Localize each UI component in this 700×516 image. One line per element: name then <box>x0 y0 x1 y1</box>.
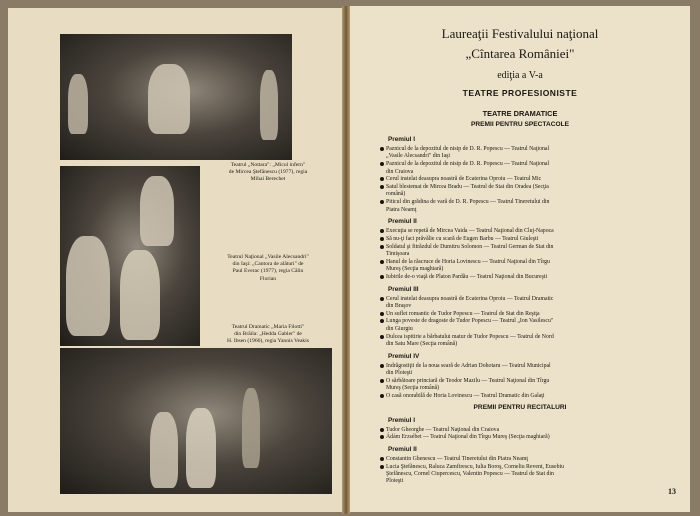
list-item <box>386 456 676 463</box>
list-item <box>386 161 676 176</box>
section-heading: TEATRE PROFESIONISTE <box>462 88 578 98</box>
list-item-line: Mureş (Secţia maghiară) <box>386 266 444 273</box>
bullet-icon <box>380 364 384 368</box>
right-page <box>350 6 690 512</box>
list-item <box>386 184 676 199</box>
prize-heading: Premiul I <box>388 416 415 424</box>
list-item <box>386 259 676 274</box>
list-item <box>386 464 676 486</box>
list-item-line: Hanul de la răscruce de Horia Lovinescu — Teatrul Naţional din Tîrgu <box>386 258 550 265</box>
list-item-line: „Vasile Alecsandri" din Iaşi <box>386 153 451 160</box>
bullet-icon <box>380 297 384 301</box>
list-item-line: din Ploieşti <box>386 370 413 377</box>
left-page <box>8 8 344 512</box>
bullet-icon <box>380 200 384 204</box>
list-item <box>386 434 676 441</box>
list-item-line: Paznicul de la depozitul de nisip de D. R. Popescu — Teatrul Naţional <box>386 146 550 152</box>
photo-hedda-gabler <box>60 348 332 494</box>
list-item-line: română) <box>386 191 406 198</box>
prize-heading: Premiul IV <box>388 352 420 360</box>
list-item-line: Cerul instelat deasupra noastră de Ecaterina Oproiu — Teatrul Mic <box>386 176 542 183</box>
bullet-icon <box>380 185 384 189</box>
subsection-heading: TEATRE DRAMATICE <box>482 109 558 118</box>
list-item-line: Timişoara <box>386 251 410 257</box>
bullet-icon <box>380 335 384 339</box>
list-item-line: Constantin Ghenescu — Teatrul Tineretului din Piatra Neamţ <box>386 456 528 462</box>
list-item <box>386 311 676 318</box>
bullet-icon <box>380 162 384 166</box>
list-item <box>386 199 676 214</box>
list-item-line: Lucia Ştefănescu, Raluca Zamfirescu, Iulia Boroş, Corneliu Revent, Eusebiu <box>386 463 565 470</box>
bullet-icon <box>380 379 384 383</box>
bullet-icon <box>380 229 384 233</box>
bullet-icon <box>380 260 384 264</box>
caption-1: Teatrul „Nottara": „Micul infern" de Mircea Ştefănescu (1977), regia Mihai Berechet <box>228 162 308 183</box>
prize-heading: Premiul II <box>388 446 417 453</box>
list-item-line: Execuţia se repetă de Mircea Vaida — Teatrul Naţional din Cluj-Napoca <box>386 228 554 235</box>
book-gutter <box>342 6 350 514</box>
list-item-line: Satul blestemat de Mircea Bradu — Teatrul de Stat din Oradea (Secţia <box>386 184 549 190</box>
list-item <box>386 236 676 243</box>
list-item <box>386 393 676 400</box>
list-item <box>386 274 676 281</box>
list-item-line: O sărbătoare princiară de Teodor Mazilu — Teatrul Naţional din Tîrgu <box>386 378 550 384</box>
list-item-line: Lunga poveste de dragoste de Tudor Popescu — Teatrul „Ion Vasilescu" <box>386 318 554 325</box>
list-item <box>386 363 676 378</box>
list-item-line: Soldatul şi fitrăzdul de Dumitru Solomon — Teatrul German de Stat din <box>386 243 554 250</box>
list-item <box>386 334 676 349</box>
prize-heading: Premiul III <box>388 285 419 293</box>
list-item-line: Piticul din grădina de vară de D. R. Popescu — Teatrul Tineretului din <box>386 199 550 206</box>
bullet-icon <box>380 428 384 432</box>
bullet-icon <box>380 457 384 461</box>
prizes-heading: PREMII PENTRU SPECTACOLE <box>470 121 570 128</box>
bullet-icon <box>380 275 384 279</box>
bullet-icon <box>380 245 384 249</box>
list-item <box>386 228 676 235</box>
list-item-line: Să nu-ţi faci prăvălie cu scară de Eugen Barbu — Teatrul Giuleşti <box>386 236 539 242</box>
list-item <box>386 318 676 333</box>
list-item-line: Iubirile de-o viaţă de Platon Pardău — Teatrul Naţional din Bucureşti <box>386 274 548 280</box>
list-item-line: Paznicul de la depozitul de nisip de D. R. Popescu — Teatrul Naţional <box>386 161 550 168</box>
list-item-line: din Braşov <box>386 303 412 309</box>
list-item <box>386 378 676 393</box>
bullet-icon <box>380 177 384 181</box>
caption-2: Teatrul Naţional „Vasile Alecsandri" din Iaşi: „Cantora de alături" de Paul Everac (1977), regia Călin Florian <box>227 254 309 282</box>
list-item-line: Cerul instelat deasupra noastră de Ecaterina Oproiu — Teatrul Dramatic <box>386 295 554 302</box>
list-item-line: din Craiova <box>386 168 414 175</box>
list-item-line: Ádám Erzsébet — Teatrul Naţional din Tîrgu Mureş (Secţia maghiară) <box>386 434 550 441</box>
list-item <box>386 146 676 161</box>
bullet-icon <box>380 465 384 469</box>
prize-heading: Premiul I <box>388 136 415 143</box>
list-item-line: Dulcea ispitirie a bărbatului matur de Tudor Popescu — Teatrul de Nord <box>386 333 554 340</box>
bullet-icon <box>380 435 384 439</box>
list-item-line: din Satu Mare (Secţia română) <box>386 341 458 347</box>
edition-label: ediţia a V-a <box>497 70 543 81</box>
bullet-icon <box>380 147 384 151</box>
bullet-icon <box>380 237 384 241</box>
page-number: 13 <box>668 487 676 496</box>
bullet-icon <box>380 312 384 316</box>
list-item-line: Indrăgostiţii de la noua seară de Adrian Dohotaru — Teatrul Municipal <box>386 362 551 369</box>
caption-3: Teatrul Dramatic „Maria Filotti" din Brăila: „Hedda Gabler" de H. Ibsen (1966), regia Yannis Veakis <box>227 324 309 345</box>
list-item <box>386 176 676 183</box>
list-item-line: din Giurgiu <box>386 325 413 332</box>
photo-cantora-de-alaturi <box>60 166 200 346</box>
photo-micul-infern <box>60 34 292 160</box>
list-item-line: Mureş (Secţia română) <box>386 385 440 392</box>
page-title-line-2: „Cîntarea României" <box>465 46 575 61</box>
bullet-icon <box>380 394 384 398</box>
page-title-line-1: Laureaţii Festivalului naţional <box>441 26 599 41</box>
list-item-line: Tudor Gheorghe — Teatrul Naţional din Craiova <box>386 426 500 433</box>
list-item-line: Un suflet romantic de Tudor Popescu — Teatrul de Stat din Reşiţa <box>386 310 540 317</box>
list-item-line: Ştefănescu, Cornel Ciupercescu, Valentin Popescu — Teatrul de Stat din <box>386 471 554 477</box>
prize-heading: Premiul II <box>388 218 417 226</box>
list-item <box>386 244 676 259</box>
list-item <box>386 296 676 311</box>
list-item-line: Ploieşti <box>386 478 404 485</box>
list-item-line: O casă onorabilă de Horia Lovinescu — Teatrul Dramatic din Galaţi <box>386 393 545 400</box>
list-item-line: Piatra Neamţ <box>386 206 417 213</box>
recitals-heading: PREMII PENTRU RECITALURI <box>473 403 567 411</box>
bullet-icon <box>380 319 384 323</box>
